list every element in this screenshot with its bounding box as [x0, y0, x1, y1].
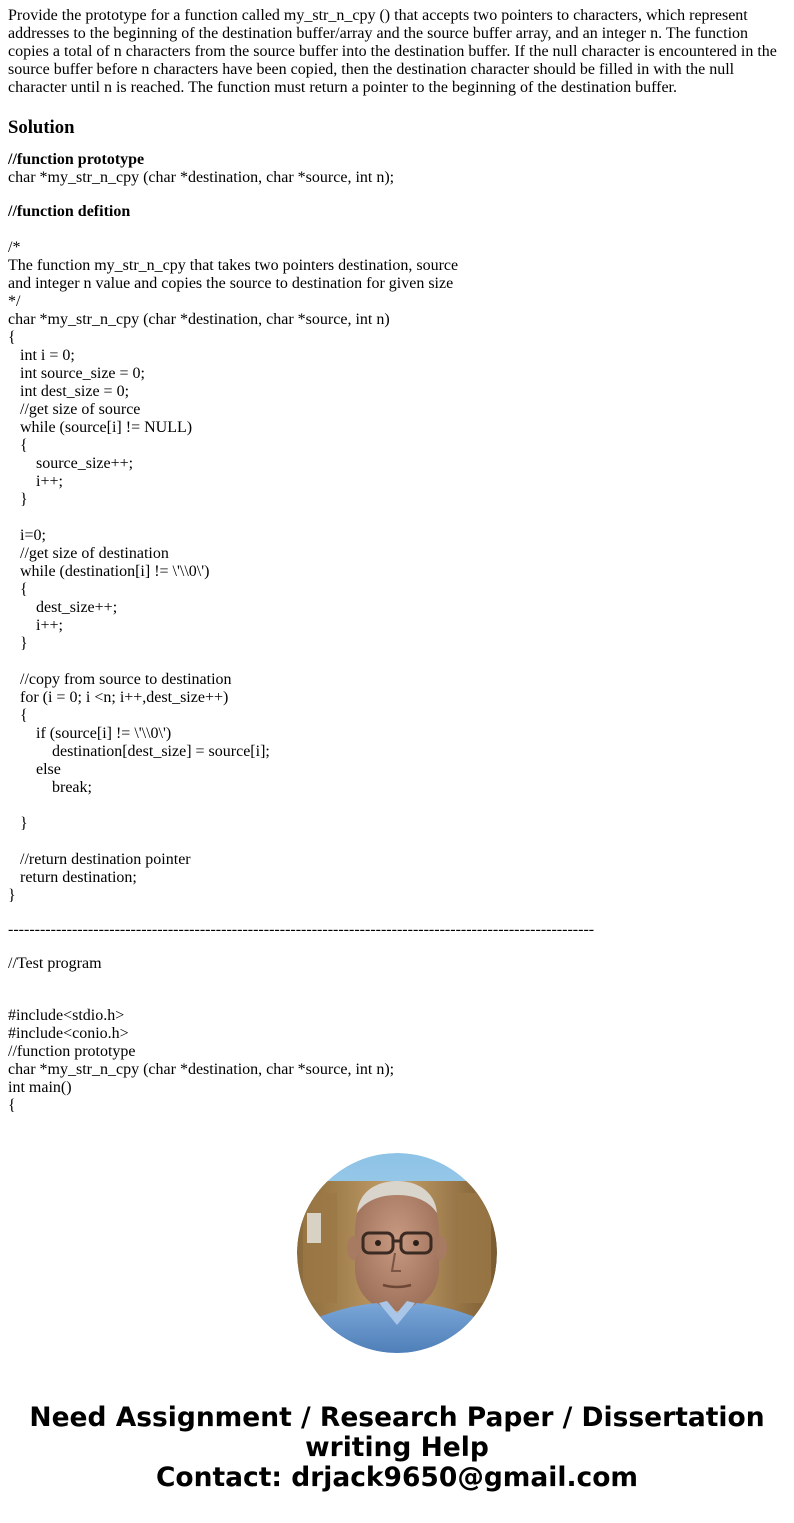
avatar: [297, 1153, 497, 1353]
promo-line-2: writing Help: [305, 1432, 489, 1463]
solution-heading: Solution: [8, 117, 75, 138]
avatar-portrait-image: [297, 1153, 497, 1353]
test-label: //Test program: [8, 955, 102, 972]
separator-line: --------------------------------------------------------------------------------------------------------------: [8, 921, 595, 938]
question-text: Provide the prototype for a function called my_str_n_cpy () that accepts two pointers to characters, which represent addresses to the beginning of the destination buffer/array and the source buffer array, and an integer n. The function copies a total of n characters from the source buffer into the destination buffer. If the null character is encountered in the source buffer before n characters have been copied, then the destination character should be filled in with the null character until n is reached. The function must return a pointer to the beginning of the destination buffer.: [8, 7, 777, 96]
document-content: [8, 7, 786, 1115]
test-code: #include<stdio.h> #include<conio.h> //function prototype char *my_str_n_cpy (char *destination, char *source, int n); int main() {: [8, 1007, 395, 1114]
promo-line-1: Need Assignment / Research Paper / Dissertation: [29, 1402, 765, 1433]
definition-code: /* The function my_str_n_cpy that takes two pointers destination, source and integer n value and copies the source to destination for given size */ char *my_str_n_cpy (char *destination, char *source, int n) { int i = 0; int source_size = 0; int dest_size = 0; //get size of source while (source[i] != NULL) { source_size++; i++; } i=0; //get size of destination while (destination[i] != \'\\0\') { dest_size++; i++; } //copy from source to destination for (i = 0; i <n; i++,dest_size++) { if (source[i] != \'\\0\') destination[dest_size] = source[i]; else break; } //return destination pointer return destination; }: [8, 239, 459, 904]
promo-footer: [0, 1403, 794, 1493]
promo-contact-line: Contact: drjack9650@gmail.com: [155, 1462, 639, 1493]
definition-label: //function defition: [8, 203, 131, 220]
prototype-label: //function prototype: [8, 151, 145, 168]
prototype-code: char *my_str_n_cpy (char *destination, char *source, int n);: [8, 169, 395, 186]
